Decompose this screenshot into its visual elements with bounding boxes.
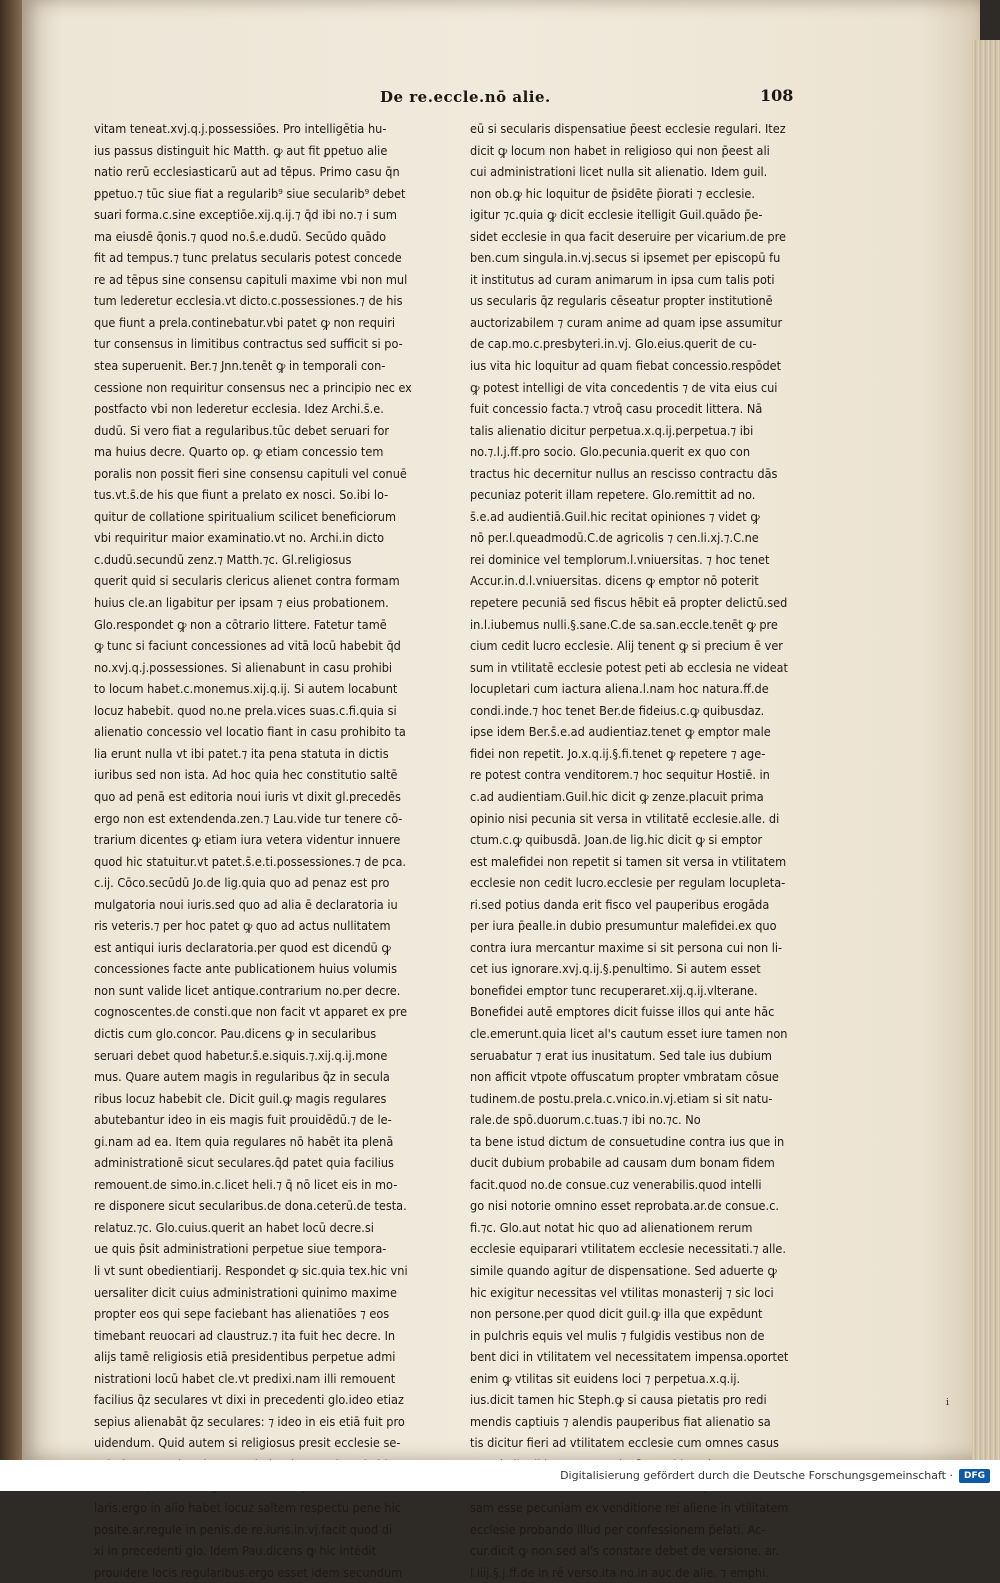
text-line: quod hic statuitur.vt patet.s̄.e.ti.possessiones.⁊ de pca. (94, 853, 407, 869)
text-line: tractus hic decernitur nullus an rescisso contractu dās (470, 465, 778, 481)
text-line: locupletari cum iactura aliena.l.nam hoc natura.ff.de (470, 681, 769, 697)
text-line: Glo.respondet ꝙ non a cōtrario littere. Fatetur tamē (94, 616, 387, 632)
text-line: mendis captiuis ⁊ alendis pauperibus fiat alienatio sa (470, 1413, 771, 1429)
text-line: Bonefidei autē emptores dicit fuisse illos qui ante hāc (470, 1004, 775, 1020)
text-line: re ad tēpus sine consensu capituli maxime vbi non mul (94, 271, 408, 287)
text-line: ergo non est extendenda.zen.⁊ Lau.vide tur tenere cō- (94, 810, 403, 826)
text-line: seruabatur ⁊ erat ius inusitatum. Sed tale ius dubium (470, 1047, 772, 1063)
text-line: suari forma.c.sine exceptiōe.xij.q.ij.⁊ q̄d ibi no.⁊ i sum (94, 207, 397, 223)
text-line: natio rerū ecclesiasticarū aut ad tēpus. Primo casu q̄n (94, 164, 400, 180)
text-line: ecclesie equiparari vtilitatem ecclesie necessitati.⁊ alle. (470, 1241, 786, 1257)
text-line: de cap.mo.c.presbyteri.in.vj. Glo.eius.querit de cu- (470, 336, 757, 352)
text-line: ꝙ tunc si faciunt concessiones ad vitā locū habebit q̄d (94, 638, 401, 654)
text-line: Accur.in.d.l.vniuersitas. dicens ꝙ emptor nō poterit (470, 573, 759, 589)
text-line: repetere pecuniā sed fiscus hēbit eā propter delictū.sed (470, 595, 788, 611)
text-line: est malefidei non repetit si tamen sit versa in vtilitatem (470, 853, 787, 869)
text-line: us secularis q̄z regularis cēseatur propter institutionē (470, 293, 773, 309)
text-line: xi in precedenti glo. Idem Pau.dicens ꝙ hic intēdit (94, 1543, 377, 1559)
text-line: tudinem.de postu.prela.c.vnico.in.vj.etiam si sit natu- (470, 1090, 773, 1106)
text-line: vbi requiritur maior examinatio.vt no. Archi.in dicto (94, 530, 385, 546)
text-line: dicit ꝙ locum non habet in religioso qui non p̄eest ali (470, 142, 770, 158)
text-line: seruari debet quod habetur.s̄.e.siquis.⁊.xij.q.ij.mone (94, 1047, 388, 1063)
text-line: sepius alienabāt q̄z seculares: ⁊ ideo in eis etiā fuit pro (94, 1413, 405, 1429)
text-line: locuz habebit. quod no.ne prela.vices suas.c.fi.quia si (94, 702, 397, 718)
text-line: in pulchris equis vel mulis ⁊ fulgidis vestibus non de (470, 1327, 765, 1343)
text-line: contra iura mercantur maxime si sit persona cui non li- (470, 939, 783, 955)
text-line: fuit concessio facta.⁊ vtroq̄ casu procedit littera. Nā (470, 401, 763, 417)
text-line: bent dici in vtilitatem vel necessitatem impensa.oportet (470, 1349, 789, 1365)
text-line: lia erunt nulla vt ibi patet.⁊ ita pena statuta in dictis (94, 745, 389, 761)
text-line: ꝑpetuo.⁊ tūc siue fiat a regularib⁹ siue secularib⁹ debet (94, 185, 406, 201)
text-line: remouent.de simo.in.c.licet heli.⁊ q̄ nō licet eis in mo- (94, 1176, 398, 1192)
text-line: no.xvj.q.j.possessiones. Si alienabunt in casu prohibi (94, 659, 393, 675)
funding-credit: Digitalisierung gefördert durch die Deutsche Forschungsgemeinschaft · (560, 1469, 953, 1482)
text-line: ꝙ potest intelligi de vita concedentis ⁊ de vita eius cui (470, 379, 778, 395)
text-line: it institutus ad curam animarum in ipsa cum talis poti (470, 271, 775, 287)
text-line: c.ad audientiam.Guil.hic dicit ꝙ zenze.placuit prima (470, 788, 764, 804)
text-line: bonefidei emptor tunc recuperaret.xij.q.ij.vlterane. (470, 982, 758, 998)
text-line: tum lederetur ecclesia.vt dicto.c.possessiones.⁊ de his (94, 293, 403, 309)
text-line: cui administrationi licet nulla sit alienatio. Idem guil. (470, 164, 768, 180)
text-line: re potest contra venditorem.⁊ hoc sequitur Hostiē. in (470, 767, 770, 783)
text-line: cium cedit lucro ecclesie. Alij tenent ꝙ si precium ē ver (470, 638, 783, 654)
text-line: dictis cum glo.concor. Pau.dicens ꝙ in secularibus (94, 1025, 377, 1041)
text-line: cur.dicit ꝙ non.sed al's constare debet de versione. ar. (470, 1543, 780, 1559)
text-line: dudū. Si vero fiat a regularibus.tūc debet seruari for (94, 422, 390, 438)
text-line: ben.cum singula.in.vj.secus si ipsemet per episcopū fu (470, 250, 781, 266)
text-line: fidei non repetit. Jo.x.q.ij.§.fi.tenet ꝙ repetere ⁊ age- (470, 745, 766, 761)
text-line: c.dudū.secundū zenz.⁊ Matth.⁊c. Gl.religiosus (94, 551, 352, 567)
text-line: enim ꝙ vtilitas sit euidens loci ⁊ perpetua.x.q.ij. (470, 1370, 741, 1386)
text-line: pecuniaz poterit illam repetere. Glo.remittit ad no. (470, 487, 756, 503)
text-line: posite.ar.regule in penis.de re.iuris.in.vj.facit quod di (94, 1521, 393, 1537)
text-line: stea superuenit. Ber.⁊ Jnn.tenēt ꝙ in temporali con- (94, 358, 386, 374)
text-line: postfacto vbi non lederetur ecclesia. Idez Archi.s̄.e. (94, 401, 384, 417)
text-line: ius passus distinguit hic Matth. ꝙ aut fit ꝑpetuo alie (94, 142, 388, 158)
text-line: li vt sunt obedientiarij. Respondet ꝙ sic.quia tex.hic vni (94, 1262, 408, 1278)
text-line: cognoscentes.de consti.que non facit vt apparet ex pre (94, 1004, 408, 1020)
text-line: s̄.e.ad audientiā.Guil.hic recitat opiniones ⁊ videt ꝙ (470, 508, 760, 524)
page-stack-edge (972, 40, 1000, 1460)
text-line: laris.ergo in alio habet locuz saltem respectu pene hic (94, 1500, 401, 1515)
text-line: igitur ⁊c.quia ꝙ dicit ecclesie itelligit Guil.quādo p̄e- (470, 207, 763, 223)
text-line: mulgatoria noui iuris.sed quo ad alia ē declaratoria iu (94, 896, 398, 912)
text-line: prouidere locis regularibus.ergo esset idem secundum (94, 1564, 403, 1580)
text-line: cessione non requiritur consensus nec a principio nec ex (94, 379, 412, 395)
text-line: abutebantur ideo in eis magis fuit prouidēdū.⁊ de le- (94, 1112, 392, 1128)
text-line: go nisi notorie omnino esset reprobata.ar.de consue.c. (470, 1198, 779, 1214)
text-line: cet ius ignorare.xvj.q.ij.§.penultimo. Si autem esset (470, 961, 761, 977)
text-line: uersaliter dicit cuius administrationi quinimo maxime (94, 1284, 397, 1300)
text-line: per iura p̄ealle.in dubio presumuntur malefidei.ex quo (470, 918, 777, 934)
text-line: sidet ecclesie in qua facit deseruire per vicarium.de pre (470, 228, 786, 244)
text-line: auctorizabilem ⁊ curam anime ad quam ipse assumitur (470, 314, 783, 330)
text-line: ma huius decre. Quarto op. ꝙ etiam concessio tem (94, 444, 384, 460)
text-line: ius.dicit tamen hic Steph.ꝙ si causa pietatis pro redi (470, 1392, 767, 1408)
text-line: ctum.c.ꝙ quibusdā. Joan.de lig.hic dicit ꝙ si emptor (470, 832, 763, 848)
text-line: relatuz.⁊c. Glo.cuius.querit an habet locū decre.si (94, 1219, 374, 1235)
text-line: fi.⁊c. Glo.aut notat hic quo ad alienationem rerum (470, 1219, 753, 1235)
text-line: ta bene istud dictum de consuetudine contra ius que in (470, 1133, 785, 1149)
text-line: ecclesie probando illud per confessionem p̄elati. Ac- (470, 1521, 766, 1537)
text-line: tus.vt.s̄.de his que fiunt a prelato ex nosci. So.ibi lo- (94, 487, 389, 503)
text-line: ris veteris.⁊ per hoc patet ꝙ quo ad actus nullitatem (94, 918, 391, 934)
text-line: simile quando agitur de dispensatione. Sed aduerte ꝙ (470, 1262, 777, 1278)
text-line: vitam teneat.xvj.q.j.possessiōes. Pro intelligētia hu- (94, 121, 387, 136)
text-line: rale.de spō.duorum.c.tuas.⁊ ibi no.⁊c. No (470, 1112, 701, 1128)
dfg-logo-icon[interactable]: DFG (959, 1469, 990, 1483)
text-line: sam esse pecuniam ex venditione rei aliene in vtilitatem (470, 1500, 789, 1515)
text-line: no.⁊.l.j.ff.pro socio. Glo.pecunia.querit ex quo con (470, 444, 751, 460)
text-line: ipse idem Ber.s̄.e.ad audientiaz.tenet ꝙ emptor male (470, 724, 771, 740)
text-line: hic exigitur necessitas vel vtilitas monasterij ⁊ sic loci (470, 1284, 774, 1300)
footer-bar (0, 1460, 1000, 1491)
text-line: trarium dicentes ꝙ etiam iura vetera videntur innuere (94, 832, 401, 848)
text-line: iuribus sed non ista. Ad hoc quia hec constitutio saltē (94, 767, 398, 783)
text-line: to locum habet.c.monemus.xij.q.ij. Si autem locabunt (94, 681, 398, 697)
text-line: concessiones facte ante publicationem huius volumis (94, 961, 397, 977)
text-line: ducit dubium probabile ad causam dum bonam fidem (470, 1155, 775, 1171)
text-line: ue quis p̄sit administrationi perpetue siue tempora- (94, 1241, 387, 1257)
text-line: sum in vtilitatē ecclesie potest peti ab ecclesia ne videat (470, 659, 788, 675)
text-line: facit.quod no.de consue.cuz venerabilis.quod intelli (470, 1176, 762, 1192)
text-line: non persone.per quod dicit guil.ꝙ illa que expēdunt (470, 1306, 763, 1322)
book-binding-edge (0, 0, 24, 1460)
text-line: quitur de collatione spiritualium scilicet beneficiorum (94, 508, 397, 524)
text-line: non afficit vtpote offuscatum propter vmbratam cōsue (470, 1069, 779, 1085)
text-line: est antiqui iuris declaratoria.per quod est dicendū ꝙ (94, 939, 391, 955)
text-line: ri.sed potius danda erit fisco vel pauperibus erogāda (470, 896, 770, 912)
text-line: ma eiusdē q̄onis.⁊ quod no.s̄.e.dudū. Secūdo quādo (94, 228, 387, 244)
text-line: tis dicitur fieri ad vtilitatem ecclesie cum omnes casus (470, 1435, 779, 1451)
text-line: mus. Quare autem magis in regularibus q̄z in secula (94, 1069, 390, 1085)
text-line: que fiunt a prela.continebatur.vbi patet ꝙ non requiri (94, 314, 396, 330)
running-head: De re.eccle.nō alie. (380, 88, 551, 106)
text-line: in.l.iubemus nulli.§.sane.C.de sa.san.eccle.tenēt ꝙ pre (470, 616, 778, 632)
text-line: l.iiij.§.j.ff.de in rē verso.ita no.in auc.de alie. ⁊ emphi. (470, 1564, 769, 1580)
text-line: poralis non possit fieri sine consensu capituli vel conuē (94, 465, 407, 481)
folio-number: 108 (760, 86, 794, 105)
text-line: non ob.ꝙ hic loquitur de p̄sidēte p̄iorati ⁊ ecclesie. (470, 185, 755, 201)
signature-mark: i (946, 1398, 949, 1408)
text-line: timebant reuocari ad claustruz.⁊ ita fuit hec decre. In (94, 1327, 396, 1343)
text-line: talis alienatio dicitur perpetua.x.q.ij.perpetua.⁊ ibi (470, 422, 754, 438)
text-line: fit ad tempus.⁊ tunc prelatus secularis potest concede (94, 250, 402, 266)
text-line: ius vita hic loquitur ad quam fiebat concessio.respōdet (470, 358, 782, 374)
text-line: nō per.l.queadmodū.C.de agricolis ⁊ cen.li.xj.⁊.C.ne (470, 530, 759, 546)
text-line: querit quid si secularis clericus alienet contra formam (94, 573, 400, 589)
text-line: propter eos qui sepe faciebant has alienatiōes ⁊ eos (94, 1306, 390, 1322)
text-line: gi.nam ad ea. Item quia regulares nō habēt ita plenā (94, 1133, 394, 1149)
text-line: ribus locuz habebit cle. Dicit guil.ꝙ magis regulares (94, 1090, 387, 1106)
text-line: nistrationi locū habet cle.vt predixi.nam illi remouent (94, 1370, 396, 1386)
text-line: cle.emerunt.quia licet al's cautum esset iure tamen non (470, 1025, 788, 1041)
text-line: administrationē sicut seculares.q̄d patet quia facilius (94, 1155, 394, 1171)
text-line: re disponere sicut secularibus.de dona.ceterū.de testa. (94, 1198, 407, 1214)
text-line: ecclesie non cedit lucro.ecclesie per regulam locupleta- (470, 875, 786, 891)
text-line: condi.inde.⁊ hoc tenet Ber.de fideius.c.ꝙ quibusdaz. (470, 702, 765, 718)
text-line: rei dominice vel templorum.l.vniuersitas. ⁊ hoc tenet (470, 551, 770, 567)
text-line: huius cle.an ligabitur per ipsam ⁊ eius probationem. (94, 595, 389, 611)
text-line: facilius q̄z seculares vt dixi in precedenti glo.ideo etiaz (94, 1392, 404, 1408)
text-line: alijs tamē religiosis etiā presidentibus perpetue admi (94, 1349, 396, 1365)
text-column-left (94, 118, 412, 1580)
text-line: alienatio concessio vel locatio fiant in casu prohibito ta (94, 724, 406, 740)
text-line: tur consensus in limitibus contractus sed sufficit si po- (94, 336, 403, 352)
text-line: opinio nisi pecunia sit versa in vtilitatē ecclesie.alle. di (470, 810, 780, 826)
text-line: c.ij. Cōco.secūdū Jo.de lig.quia quo ad penaz est pro (94, 875, 390, 891)
text-line: eū si secularis dispensatiue p̄eest ecclesie regulari. Itez (470, 121, 786, 136)
text-line: non sunt valide licet antique.contrarium no.per decre. (94, 982, 401, 998)
text-line: quo ad penā est editoria noui iuris vt dixit gl.precedēs (94, 788, 401, 804)
text-line: uidendum. Quid autem si religiosus presit ecclesie se- (94, 1435, 401, 1451)
